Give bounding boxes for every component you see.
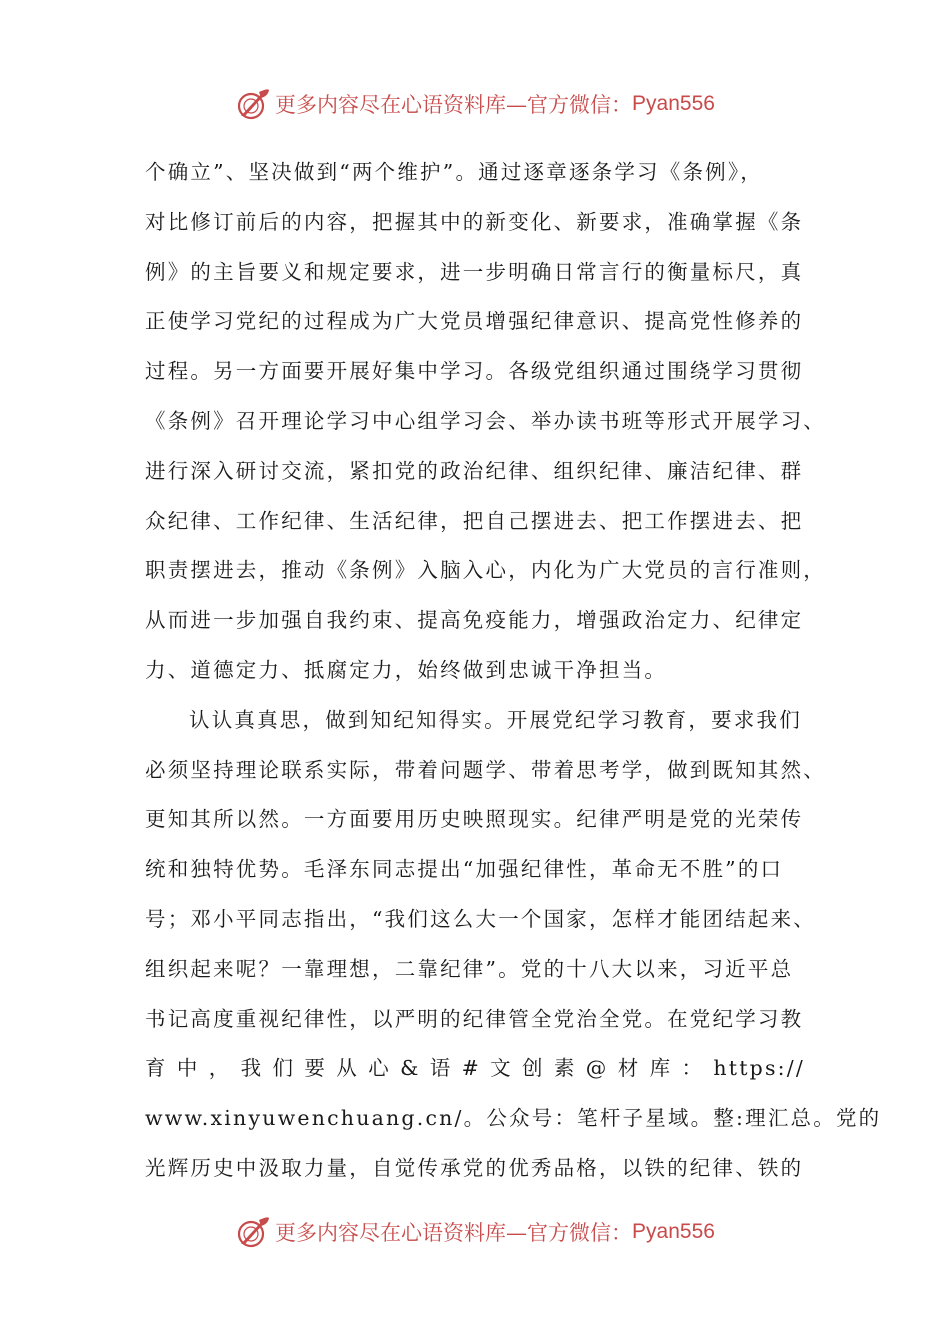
body-line: 统和独特优势。毛泽东同志提出“加强纪律性，革命无不胜”的口 [145,857,784,882]
paragraph-start-line: 认认真真思，做到知纪知得实。开展党纪学习教育，要求我们 [189,707,802,732]
banner-text: 更多内容尽在心语资料库—官方微信： [275,1221,633,1245]
body-line: 更知其所以然。一方面要用历史映照现实。纪律严明是党的光荣传 [145,807,804,832]
body-line: 组织起来呢？一靠理想，二靠纪律”。党的十八大以来，习近平总 [145,956,794,981]
body-line: 光辉历史中汲取力量，自觉传承党的优秀品格，以铁的纪律、铁的 [145,1155,804,1180]
footer-banner [0,1212,950,1252]
header-banner [0,84,950,124]
banner-text: 更多内容尽在心语资料库—官方微信： [275,93,633,117]
body-line: 个确立”、坚决做到“两个维护”。通过逐章逐条学习《条例》， [145,160,763,184]
body-line: 职责摆进去，推动《条例》入脑入心，内化为广大党员的言行准则， [145,558,826,583]
body-line: 力、道德定力、抵腐定力，始终做到忠诚干净担当。 [145,657,668,682]
document-body [145,148,882,1194]
banner-wechat-id: Pyan556 [632,1220,715,1243]
quill-logo-icon [235,86,271,122]
body-line: 号；邓小平同志指出，“我们这么大一个国家，怎样才能团结起来、 [145,906,816,931]
body-line: 进行深入研讨交流，紧扣党的政治纪律、组织纪律、廉洁纪律、群 [145,458,804,483]
body-line-spaced: 育中，我们要从心&语#文创素@材库：https:// [145,1056,805,1081]
body-line: 必须坚持理论联系实际，带着问题学、带着思考学，做到既知其然、 [145,757,826,782]
quill-logo-icon [235,1214,271,1250]
body-line: 对比修订前后的内容，把握其中的新变化、新要求，准确掌握《条 [145,209,804,234]
body-line: 《条例》召开理论学习中心组学习会、举办读书班等形式开展学习、 [145,408,826,433]
body-line: 从而进一步加强自我约束、提高免疫能力，增强政治定力、纪律定 [145,608,804,633]
body-line: 众纪律、工作纪律、生活纪律，把自己摆进去、把工作摆进去、把 [145,508,804,533]
body-line: 例》的主旨要义和规定要求，进一步明确日常言行的衡量标尺，真 [145,259,804,284]
body-line-url: www.xinyuwenchuang.cn/。公众号：笔杆子星域。整:理汇总。党的 [145,1106,882,1131]
body-line: 正使学习党纪的过程成为广大党员增强纪律意识、提高党性修养的 [145,309,804,334]
body-line: 过程。另一方面要开展好集中学习。各级党组织通过围绕学习贯彻 [145,359,804,384]
body-line: 书记高度重视纪律性，以严明的纪律管全党治全党。在党纪学习教 [145,1006,804,1031]
banner-wechat-id: Pyan556 [632,92,715,115]
